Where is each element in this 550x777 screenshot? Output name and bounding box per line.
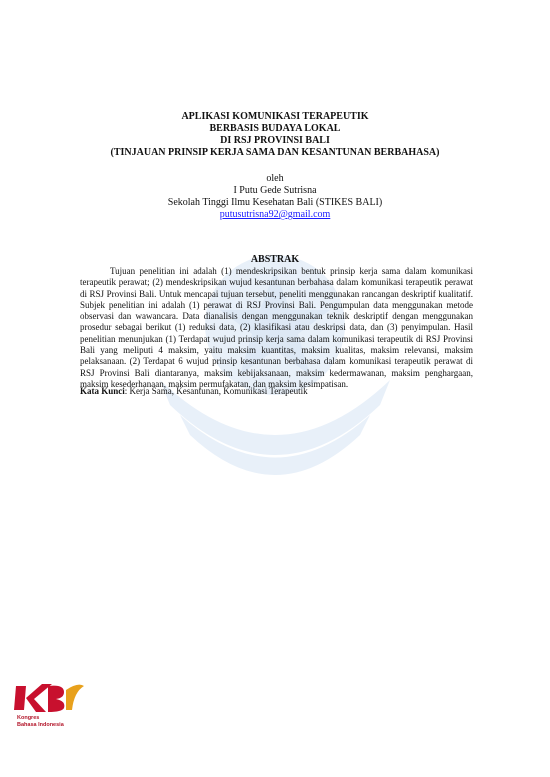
logo-caption (17, 715, 64, 728)
author-email-link[interactable]: putusutrisna92@gmail.com (219, 209, 331, 220)
abstract-text: Tujuan penelitian ini adalah (1) mendeskripsikan bentuk prinsip kerja sama dalam komunikasi terapeutik perawat; (2) mendeskripsikan wujud kesantunan berbahasa dalam komunikasi terapeutik perawat di RSJ Provinsi Bali. Untuk mencapai tujuan tersebut, peneliti menggunakan rancangan deskriptif kualitatif. Subjek penelitian ini adalah (1) perawat di RSJ Provinsi Bali. Pengumpulan data menggunakan metode observasi dan wawancara. Data dianalisis dengan menggunakan teknik deskriptif dengan menggunakan prosedur sebagai berikut (1) reduksi data, (2) klasifikasi atau deskripsi data, dan (3) penyimpulan. Hasil penelitian menunjukan (1) Terdapat wujud prinsip kerja sama dalam komunikasi terapeutik di RSJ Provinsi Bali yang meliputi 4 maksim, yaitu maksim kuantitas, maksim kualitas, maksim relevansi, maksim pelaksanaan. (2) Terdapat 6 wujud prinsip kesantunan berbahasa dalam komunikasi terapeutik perawat di RSJ Provinsi Bali diantaranya, maksim kebijaksanaan, maksim kedermawanan, maksim penghargaan, maksim kesederhanaan, maksim permufakatan, dan maksim kesimpatisan. (80, 266, 473, 389)
keywords (80, 386, 473, 397)
abstract-heading: ABSTRAK (250, 254, 300, 265)
author-by: oleh (266, 173, 284, 184)
author-affiliation: Sekolah Tinggi Ilmu Kesehatan Bali (STIKES BALI) (167, 197, 383, 208)
author-name: I Putu Gede Sutrisna (233, 185, 317, 196)
paper-title (40, 111, 510, 159)
author-block (40, 173, 510, 221)
title-line: BERBASIS BUDAYA LOKAL (209, 123, 341, 134)
title-line: APLIKASI KOMUNIKASI TERAPEUTIK (181, 111, 369, 122)
title-line: (TINJAUAN PRINSIP KERJA SAMA DAN KESANTUNAN BERBAHASA) (110, 147, 440, 158)
title-line: DI RSJ PROVINSI BALI (220, 135, 330, 146)
logo-line: Kongres (17, 715, 40, 721)
keywords-label: Kata Kunci (80, 386, 125, 396)
keywords-value: : Kerja Sama, Kesantunan, Komunikasi Terapeutik (124, 386, 308, 396)
logo-line: Bahasa Indonesia (17, 721, 64, 728)
